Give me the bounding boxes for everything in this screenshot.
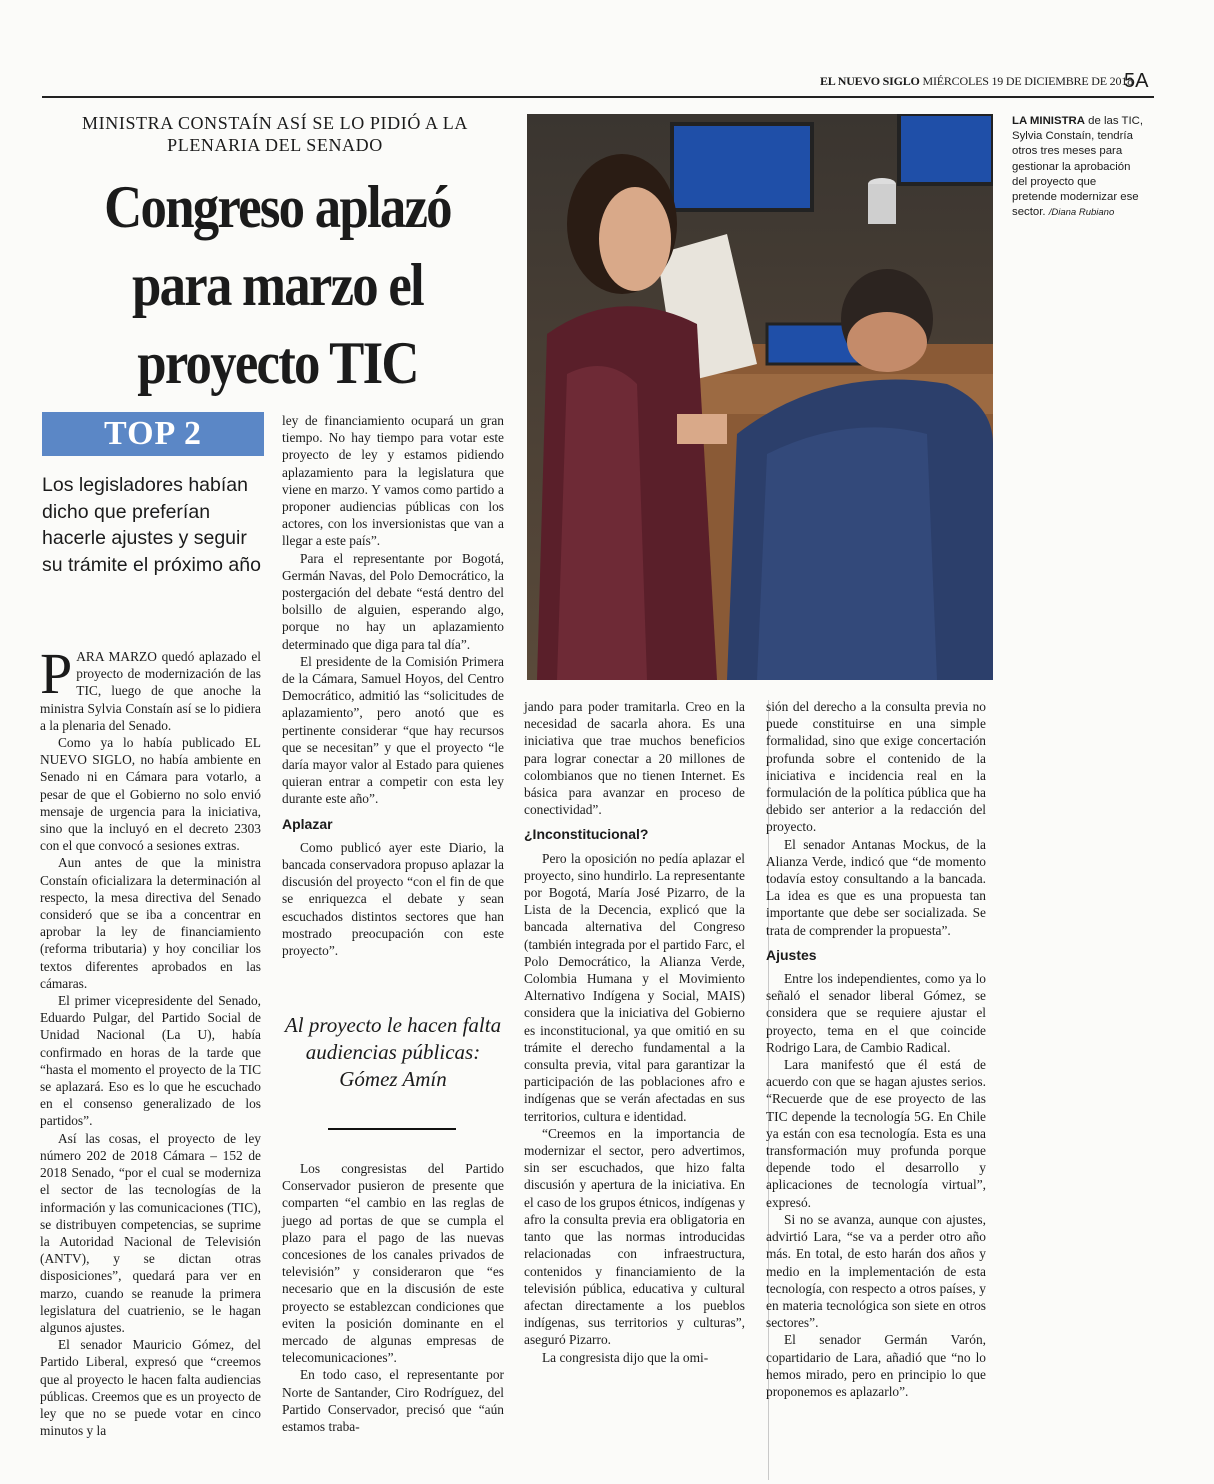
paragraph: ley de financiamiento ocupará un gran tiempo. No hay tiempo para votar este proyecto de ley y estamos pidiendo aplazamiento para la legislatura que viene en marzo. Y vamos como partido a proponer audiencias públicas con los actores, con los inversionistas que van a llegar a este país”. [282, 413, 504, 549]
pull-quote: Al proyecto le hacen falta audiencias públicas: Gómez Amín [284, 1013, 502, 1091]
paragraph: Así las cosas, el proyecto de ley número 202 de 2018 Cámara – 152 de 2018 Senado, “por el cual se moderniza el sector de las tecnologías de la información y las comunicaciones (TIC), se distribuyen competencias, se suprime la Autoridad Nacional de Televisión (ANTV), y se dictan otras disposiciones”, quedará para ver en marzo, cuando se reanude la primera legislatura del cuatrienio, se le hagan algunos ajustes. [40, 1130, 261, 1335]
issue-date: MIÉRCOLES 19 DE DICIEMBRE DE 2018 [922, 74, 1133, 88]
subhead-ajustes: Ajustes [766, 946, 817, 963]
paper-name: EL NUEVO SIGLO [820, 74, 920, 88]
lead-caps: ARA MARZO [76, 649, 157, 664]
article-subtitle: Los legisladores habían dicho que preferían hacerle ajustes y seguir su trámite el próximo año [42, 474, 261, 576]
page-header [820, 74, 1133, 89]
paragraph: sión del derecho a la consulta previa no puede constituirse en una simple formalidad, sino que exige concertación profunda sobre el contenido de la iniciativa e incidencia real en la formulación de la política pública que ha debido ser anterior a la redacción del proyecto. [766, 699, 986, 835]
article-kicker: MINISTRA CONSTAÍN ASÍ SE LO PIDIÓ A LA PLENARIA DEL SENADO [82, 113, 468, 155]
paragraph: Si no se avanza, aunque con ajustes, advirtió Lara, “se va a perder otro año más. En total, de esto harán dos años y medio en la implementación de esta tecnología, con respecto a otros países, y en materia tecnológica son siete en otros sectores”. [766, 1211, 986, 1331]
paragraph: Entre los independientes, como ya lo señaló el senador liberal Gómez, se considera que se requiere ajustar el proyecto, tema en el que coincide Rodrigo Lara, de Cambio Radical. [766, 971, 986, 1055]
column-3 [524, 698, 745, 1366]
paragraph: En todo caso, el representante por Norte de Santander, Ciro Rodríguez, del Partido Conservador, precisó que “aún estamos traba- [282, 1367, 504, 1435]
lead-paragraph [40, 641, 261, 734]
paragraph: Para el representante por Bogotá, Germán Navas, del Polo Democrático, la postergación del debate “está dentro del bolsillo de alguien, esperando algo, porque no hay un aplazamiento determinado que diga para tal día”. [282, 550, 504, 652]
paragraph: El senador Antanas Mockus, de la Alianza Verde, indicó que “de momento todavía estoy consultando a la bancada. La idea es que es una propuesta tan importante que debe ser socializada. Se trata de comprender la propuesta”. [766, 836, 986, 938]
paragraph: “Creemos en la importancia de modernizar el sector, pero advertimos, sin ser escuchados, que hizo falta discusión y apertura de la iniciativa. En el caso de los grupos étnicos, indígenas y afro la consulta previa era obligatoria en tanto que las normas introducidas relacionadas con infraestructura, contenidos y financiamiento de la televisión pública, educativa y cultural afectan directamente a los pueblos indígenas, sus territorios y culturas”, aseguró Pizarro. [524, 1125, 745, 1348]
paragraph: La congresista dijo que la omi- [542, 1349, 709, 1365]
paragraph: El primer vicepresidente del Senado, Eduardo Pulgar, del Partido Social de Unidad Nacional (La U), había confirmado en horas de la tarde que “hasta el momento el proyecto de la TIC se aplazará. Eso es lo que he escuchado en el consenso generalizado de los partidos”. [40, 993, 261, 1129]
column-2-bottom [282, 1160, 504, 1435]
column-2 [282, 412, 504, 959]
paragraph: Como publicó ayer este Diario, la bancada conservadora propuso aplazar la discusión del proyecto “con el fin de que se enriquezca el debate y sean escuchados distintos sectores que han mostrado preocupación con este proyecto”. [282, 839, 504, 959]
page-number: 5A [1124, 70, 1149, 92]
article-headline: Congreso aplazó para marzo el proyecto TIC [104, 174, 451, 396]
article-photo [527, 114, 993, 680]
caption-lead: LA MINISTRA [1012, 115, 1085, 127]
photo-caption [1012, 114, 1144, 220]
paragraph: El senador Germán Varón, copartidario de Lara, añadió que “no lo hemos mirado, pero en principio lo que proponemos es aplazarlo”. [766, 1332, 986, 1399]
paragraph: Pero la oposición no pedía aplazar el proyecto, sino hundirlo. La representante por Bogotá, María José Pizarro, de la Lista de la Decencia, explicó que la bancada alternativa del Congreso (también integrada por el partido Farc, el Polo Democrático, la Alianza Verde, Colombia Humana y el Movimiento Alternativo Indígena y Social, MAIS) considera que la iniciativa del Gobierno es inconstitucional, ya que omitió en su trámite el derecho fundamental a la consulta previa, vital para garantizar la participación de las poblaciones afro e indígenas que se verán afectadas en sus territorios, cultura e identidad. [524, 850, 745, 1124]
column-4 [766, 698, 986, 1400]
caption-text: de las TIC, Sylvia Constaín, tendría otros tres meses para gestionar la aprobación del proyecto que pretende modernizar ese sector. [1012, 115, 1144, 219]
photo-illustration [527, 114, 993, 680]
paragraph: Como ya lo había publicado EL NUEVO SIGLO, no había ambiente en Senado ni en Cámara para votarlo, a pesar de que el Gobierno no solo envió mensaje de urgencia para la iniciativa, sino que la incluyó en el decreto 2303 con el que convocó a sesiones extras. [40, 735, 261, 854]
section-badge: TOP 2 [42, 412, 264, 456]
subhead-aplazar: Aplazar [282, 815, 333, 832]
lead-text: quedó aplazado el proyecto de modernización de las TIC, luego de que anoche la ministra Sylvia Constaín así se lo pidiera a la plenaria del Senado. [40, 649, 261, 733]
column-1 [40, 641, 261, 1439]
paragraph: El senador Mauricio Gómez, del Partido Liberal, expresó que “creemos que al proyecto le hacen falta audiencias públicas. Creemos que es un proyecto de ley que no se puede votar en cinco minutos y la [40, 1337, 261, 1439]
paragraph: Lara manifestó que él está de acuerdo con que se hagan ajustes serios. “Recuerde que de ese proyecto de las TIC depende la tecnología 5G. En Chile ya están con esa tecnología. Esta es una transformación muy profunda porque depende todo el desarrollo y aplicaciones de tecnología virtual”, expresó. [766, 1057, 986, 1210]
paragraph: Los congresistas del Partido Conservador pusieron de presente que comparten “el cambio en las reglas de juego ad portas de que se cumpla el plazo para el pago de las nuevas concesiones de los canales privados de televisión” y consideraron que “es necesario que en la discusión de este proyecto se establezcan condiciones que eviten la posición dominante en el mercado de algunas empresas de telecomunicaciones”. [282, 1161, 504, 1366]
paragraph: El presidente de la Comisión Primera de la Cámara, Samuel Hoyos, del Centro Democrático, admitió las “solicitudes de aplazamiento”, pero anotó que es pertinente considerar “que hay recursos que se necesitan” y que el proyecto “le daría mayor valor al Estado para quienes quieran entrar a competir con esta ley durante este año”. [282, 653, 504, 807]
photo-credit: /Diana Rubiano [1048, 207, 1115, 219]
paragraph: Aun antes de que la ministra Constaín oficializara la determinación al respecto, la mesa directiva del Senado consideró que se iba a concentrar en aprobar la ley de financiamiento (reforma tributaria) y hoy conciliar los textos diferentes aprobados en las cámaras. [40, 855, 261, 991]
subhead-inconstitucional: ¿Inconstitucional? [524, 826, 649, 843]
header-rule [42, 96, 1154, 98]
pull-quote-rule [328, 1128, 456, 1130]
paragraph: jando para poder tramitarla. Creo en la necesidad de sacarla ahora. Es una iniciativa que trae muchos beneficios para lograr conectar a 20 millones de colombianos que no tienen Internet. Es básica para avanzar en proceso de conectividad”. [524, 699, 745, 818]
drop-cap: P [40, 641, 73, 706]
